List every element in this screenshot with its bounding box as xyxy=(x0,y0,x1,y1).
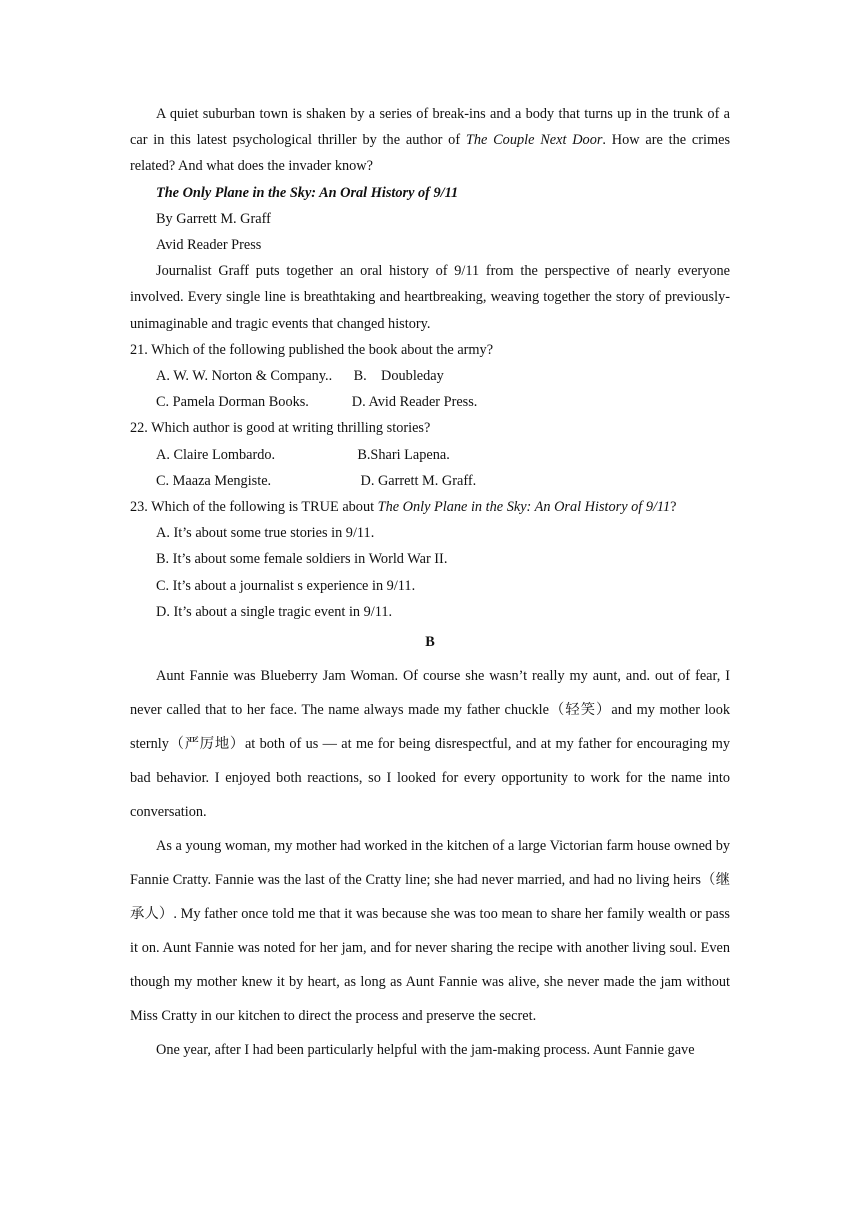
question-22-stem: 22. Which author is good at writing thrilling stories? xyxy=(130,420,431,437)
question-21-options-row1: A. W. W. Norton & Company.. B. Doubleday xyxy=(156,368,444,385)
question-21-stem: 21. Which of the following published the book about the army? xyxy=(130,341,494,358)
book-publisher: Avid Reader Press xyxy=(156,237,262,254)
question-23-stem xyxy=(130,494,730,520)
book-title-inline: The Couple Next Door xyxy=(465,132,603,149)
question-23-option-d: D. It’s about a single tragic event in 9/11. xyxy=(156,603,393,620)
question-23-option-a: A. It’s about some true stories in 9/11. xyxy=(156,525,375,542)
book-title: The Only Plane in the Sky: An Oral History of 9/11 xyxy=(156,184,459,201)
paragraph-thriller-description xyxy=(130,101,730,180)
section-heading-b: B xyxy=(425,634,435,651)
book-description: Journalist Graff puts together an oral history of 9/11 from the perspective of nearly everyone involved. Every single line is breathtaking and heartbreaking, weaving together the story of previously-unimaginable and tragic events that changed history. xyxy=(130,263,730,332)
passage-b-paragraph-3: One year, after I had been particularly helpful with the jam-making process. Aunt Fannie gave xyxy=(156,1042,695,1059)
document-page xyxy=(130,101,730,1067)
question-22-options-row1: A. Claire Lombardo. B.Shari Lapena. xyxy=(156,446,450,463)
text: 23. Which of the following is TRUE about xyxy=(130,499,378,516)
book-title-inline: The Only Plane in the Sky: An Oral History of 9/11 xyxy=(377,499,671,516)
passage-b-paragraph-2: As a young woman, my mother had worked in the kitchen of a large Victorian farm house owned by Fannie Cratty. Fannie was the last of the Cratty line; she had never married, and had no living heirs（继承人）. My father once told me that it was because she was too mean to share her family wealth or pass it on. Aunt Fannie was noted for her jam, and for never sharing the recipe with another living soul. Even though my mother knew it by heart, as long as Aunt Fannie was alive, she never made the jam without Miss Cratty in our kitchen to direct the process and preserve the secret. xyxy=(130,838,730,1025)
question-22-options-row2: C. Maaza Mengiste. D. Garrett M. Graff. xyxy=(156,472,477,489)
text: A quiet suburban town is shaken by a series of break-ins and a body that turns up in the trunk of a car in this latest psychological thriller by the author of xyxy=(130,106,730,149)
question-23-option-b: B. It’s about some female soldiers in World War II. xyxy=(156,551,448,568)
book-author: By Garrett M. Graff xyxy=(156,210,271,227)
question-23-option-c: C. It’s about a journalist s experience in 9/11. xyxy=(156,577,416,594)
text: ? xyxy=(670,499,677,516)
passage-b-paragraph-1: Aunt Fannie was Blueberry Jam Woman. Of course she wasn’t really my aunt, and. out of fear, I never called that to her face. The name always made my father chuckle（轻笑）and my mother look sternly（严厉地）at both of us — at me for being disrespectful, and at my father for encouraging my bad behavior. I enjoyed both reactions, so I looked for every opportunity to work for the name into conversation. xyxy=(130,668,730,821)
text: . How are the crimes related? And what does the invader know? xyxy=(130,132,731,175)
question-21-options-row2: C. Pamela Dorman Books. D. Avid Reader Press. xyxy=(156,394,478,411)
